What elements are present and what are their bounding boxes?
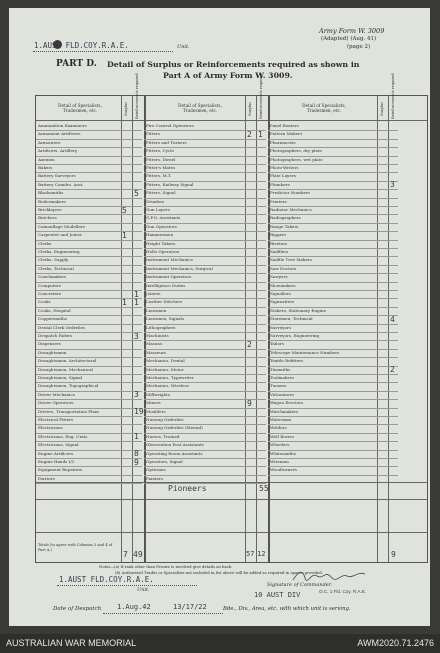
title-line-2: Part A of Army Form W. 3009. bbox=[163, 71, 293, 80]
table-row-label: Millwrights bbox=[146, 391, 170, 397]
table-row-label: Mechanics, Typewriter bbox=[146, 375, 194, 380]
table-row-label: Mechanics, Dental bbox=[146, 358, 185, 364]
table-row-label: Lithographers bbox=[146, 324, 176, 330]
table-row-label: Draughtsmen, Signal bbox=[38, 375, 82, 380]
table-cell-surplus: 5 bbox=[122, 205, 127, 215]
table-row-label: Battery Surveyors bbox=[38, 173, 76, 179]
row-rule bbox=[268, 475, 398, 476]
table-row-label: Wagon Erectors bbox=[270, 400, 304, 406]
table-row-label: Printers bbox=[270, 198, 287, 204]
table-row-label: Photo-Writers bbox=[270, 165, 299, 170]
table-cell-reinforcements: 4 bbox=[390, 314, 395, 324]
unit-underline bbox=[33, 51, 173, 52]
table-row-label: Linesmen, Signals bbox=[146, 316, 184, 322]
table-row-label: Drivers, Transportation Plant bbox=[38, 408, 100, 414]
table-row-label: Camouflage Modellers bbox=[38, 223, 85, 229]
total-reinf-3: 9 bbox=[391, 550, 396, 559]
archive-name: AUSTRALIAN WAR MEMORIAL bbox=[6, 638, 137, 648]
part-label: PART D. bbox=[56, 59, 97, 69]
table-row-label: Textile Refitters bbox=[270, 358, 304, 364]
table-row-label: Electricians, Eng. Units bbox=[38, 433, 88, 439]
table-row-label: Telescope Maintenance Numbers bbox=[270, 349, 340, 355]
header-specialists-1: Detail of Specialists, Tradesmen, etc. bbox=[58, 103, 102, 113]
table-row-label: Driver Mechanics bbox=[38, 391, 75, 397]
table-row-label: Axemen bbox=[38, 156, 55, 162]
table-cell-reinforcements: 1 bbox=[134, 289, 139, 299]
table-row-label: Tailors bbox=[270, 341, 284, 347]
table-row-label: Instrument Operators bbox=[146, 274, 192, 280]
table-cell-reinforcements: 1 bbox=[134, 432, 139, 442]
row-rule bbox=[36, 483, 142, 484]
table-cell-reinforcements: 8 bbox=[134, 449, 139, 459]
table-row-label: Clerks, Engineering bbox=[38, 249, 80, 254]
table-row-label: Coppersmiths bbox=[38, 316, 67, 322]
header-surplus-3: Surplus bbox=[380, 101, 384, 116]
form-sheet bbox=[9, 8, 430, 626]
table-row-label: Signallers bbox=[270, 291, 291, 296]
table-cell-reinforcements: 1 bbox=[134, 297, 139, 307]
commander-stamp: O.C. 1 Fld. Coy. R.A.E. bbox=[319, 589, 367, 594]
table-row-label: Wheelers bbox=[270, 442, 290, 448]
date-value: 1.Aug.42 bbox=[117, 603, 151, 611]
table-row-label: Leather Stitchers bbox=[146, 299, 183, 305]
table-row-label: Despatch Riders bbox=[38, 333, 73, 338]
table-row-label: Opticians bbox=[146, 467, 166, 473]
table-cell-surplus: 2 bbox=[247, 129, 252, 139]
table-row-label: Photographers, dry plate bbox=[270, 148, 322, 154]
table-row-label: Nurses, Trained bbox=[146, 433, 180, 439]
table-row-label: Fitters, M.T. bbox=[146, 173, 172, 179]
table-row-label: Masseurs bbox=[146, 349, 166, 355]
table-row-label: Bakers bbox=[38, 165, 53, 170]
table-row-label: Farriers bbox=[38, 475, 55, 481]
table-row-label: Electricians, Signal bbox=[38, 442, 79, 448]
table-row-label: Electricians bbox=[38, 425, 63, 431]
division-field: 10 AUST DIV bbox=[254, 591, 301, 599]
table-row-label: Moulders bbox=[146, 408, 166, 414]
table-row-label: Riveters bbox=[270, 240, 288, 246]
table-row-label: Blacksmiths bbox=[38, 190, 64, 196]
header-reinf-1: Reinforcements required bbox=[135, 73, 139, 119]
table-row-label: Fitters, Cycle bbox=[146, 148, 174, 154]
table-cell-surplus: 1 bbox=[122, 297, 127, 307]
note-a: Notes—(a) If rank other than Private is involved give details on back. bbox=[99, 564, 233, 569]
table-row-label: Fire Control Operators bbox=[146, 123, 194, 128]
table-row-label: Predictor Numbers bbox=[270, 190, 310, 196]
reference-value: 13/17/22 bbox=[173, 603, 207, 611]
table-row-label: Whitesmiths bbox=[270, 450, 296, 456]
table-row-label: Artificers, Artillery bbox=[38, 148, 78, 154]
table-cell-surplus: 1 bbox=[122, 230, 127, 240]
table-row-label: Dispensers bbox=[38, 341, 61, 347]
table-row-label: Saddlers bbox=[270, 249, 289, 254]
table-row-label: Sawyers bbox=[270, 274, 288, 280]
table-row-label: Instrument Mechanics, Surgical bbox=[146, 265, 213, 271]
pioneers-label: Pioneers bbox=[168, 484, 207, 493]
table-row-label: Tinsmiths bbox=[270, 366, 291, 372]
note-b: (b) Authorized Trades or Specialists not included in list above will be added as required in spaces provided. bbox=[115, 570, 323, 575]
form-title: Army Form W. 3009 bbox=[319, 27, 385, 35]
table-cell-surplus: 9 bbox=[247, 398, 252, 408]
header-reinf-3: Reinforcements required bbox=[391, 73, 395, 119]
table-row-label: Operating Room Assistants bbox=[146, 450, 203, 456]
table-row-label: Draughtsmen, Topographical bbox=[38, 383, 99, 389]
table-row-label: Armourers bbox=[38, 139, 61, 145]
table-row-label: Operators, Signal bbox=[146, 459, 183, 464]
table-row-label: Wiremen bbox=[270, 459, 289, 464]
table-row-label: Pattern Makers bbox=[270, 131, 303, 137]
table-cell-reinforcements: 9 bbox=[134, 457, 139, 467]
table-row-label: Plumbers bbox=[270, 181, 290, 187]
header-specialists-2: Detail of Specialists, Tradesmen, etc. bbox=[178, 103, 222, 113]
total-reinf-2: 12 bbox=[257, 550, 266, 558]
table-row-label: Saw Doctors bbox=[270, 265, 297, 271]
table-row-label: Fitter's Mates bbox=[146, 165, 176, 170]
table-row-label: Clerks, Technical bbox=[38, 265, 74, 271]
table-row-label: Fitters, Diesel bbox=[146, 156, 176, 162]
table-row-label: Height Takers bbox=[146, 240, 176, 246]
table-cell-reinforcements: 3 bbox=[390, 180, 395, 190]
table-row-label: Nursing Orderlies (Mental) bbox=[146, 425, 203, 431]
table-cell-surplus: 2 bbox=[247, 339, 252, 349]
bottom-unit-underline bbox=[57, 585, 197, 586]
title-line-1: Detail of Surplus or Reinforcements required as shown in bbox=[107, 60, 360, 69]
table-row-label: Gun Layers bbox=[146, 207, 170, 212]
table-row-label: Dental Clerk Orderlies bbox=[38, 324, 86, 330]
table-row-label: Driver Operators bbox=[38, 400, 74, 406]
table-row-label: Shoemakers bbox=[270, 282, 296, 288]
table-row-label: Hammermen bbox=[146, 232, 174, 238]
bottom-unit-field: 1.AUST FLD.COY.R.A.E. bbox=[59, 575, 154, 584]
table-row-label: Concreters bbox=[38, 291, 62, 296]
table-row-label: Turners bbox=[270, 383, 287, 389]
table-row-label: Signwriters bbox=[270, 299, 295, 305]
header-specialists-3: Detail of Specialists, Tradesmen, etc. bbox=[302, 103, 346, 113]
table-row-label: Joiners bbox=[146, 291, 161, 296]
table-row-label: Painters bbox=[146, 475, 164, 481]
total-surplus-2: 57 bbox=[246, 550, 255, 558]
table-row-label: Fitters, Railway Signal bbox=[146, 181, 194, 187]
bottom-unit-label: Unit. bbox=[137, 587, 150, 593]
date-underline bbox=[103, 613, 223, 614]
table-row-label: Riggers bbox=[270, 232, 287, 238]
table-row-label: Draughtsmen, Architectural bbox=[38, 358, 97, 364]
table-row-label: Linesmen bbox=[146, 307, 167, 313]
header-surplus-2: Surplus bbox=[248, 101, 252, 116]
table-row-label: Engine Artificers bbox=[38, 450, 74, 456]
table-cell-reinforcements: 3 bbox=[134, 390, 139, 400]
table-row-label: Saddle Tree Makers bbox=[270, 257, 312, 263]
table-row-label: Fitters bbox=[146, 131, 160, 137]
table-cell-reinforcements: 19 bbox=[134, 407, 144, 417]
table-row-label: Butchers bbox=[38, 215, 57, 221]
archive-footer bbox=[0, 634, 440, 653]
table-row-label: Hollo Operators bbox=[146, 249, 180, 254]
table-row-label: Gun Operators bbox=[146, 223, 177, 229]
form-adapted: (Adapted) (Aug. 41) bbox=[321, 36, 377, 42]
totals-label: Totals (to agree with Columns 3 and 4 of Part A.) bbox=[38, 543, 113, 552]
table-row-label: Nursing Orderlies bbox=[146, 417, 184, 422]
table-row-label: Radiographers bbox=[270, 215, 301, 221]
table-row-label: Cooks, Hospital bbox=[38, 307, 71, 313]
table-row-label: Photographers, wet plate bbox=[270, 156, 323, 162]
table-row-label: Coachmakers bbox=[38, 274, 67, 280]
table-row-label: Equipment Repairers bbox=[38, 467, 83, 473]
table-row-label: Surveyors bbox=[270, 324, 291, 330]
signature-label: Signature of Commander. bbox=[267, 582, 333, 588]
table-row-label: Cooks bbox=[38, 299, 51, 305]
table-row-label: Surveyors, Engineering bbox=[270, 333, 320, 338]
table-row-label: Battery Comdrs. Asst. bbox=[38, 181, 84, 187]
table-row-label: Plate Layers bbox=[270, 173, 296, 179]
table-row-label: Fitters, Signal bbox=[146, 190, 176, 196]
date-label: Date of Despatch bbox=[53, 606, 102, 612]
table-row-label: Pharmacists bbox=[270, 139, 296, 145]
table-row-label: Machinists bbox=[146, 333, 169, 338]
table-row-label: Miners bbox=[146, 400, 161, 406]
total-reinf-1: 49 bbox=[133, 550, 143, 559]
table-row-label: Toolmakers bbox=[270, 375, 294, 380]
table-cell-reinforcements: 1 bbox=[258, 129, 263, 139]
table-row-label: Woodturners bbox=[270, 467, 297, 473]
table-row-label: Computers bbox=[38, 282, 61, 288]
table-row-label: Engine Hands I/C bbox=[38, 459, 75, 464]
table-row-label: Storemen, Technical bbox=[270, 316, 313, 322]
table-row-label: Welders bbox=[270, 425, 287, 431]
table-cell-reinforcements: 3 bbox=[134, 331, 139, 341]
table-row-label: Mechanics, Wireless bbox=[146, 383, 189, 389]
table-row-label: Observation Post Assistants bbox=[146, 442, 204, 448]
form-page: (page 2) bbox=[347, 44, 371, 50]
unit-field: 1.AUST FLD.COY.R.A.E. bbox=[34, 41, 129, 50]
table-row-label: Bricklayers bbox=[38, 207, 62, 212]
table-row-label: Grinders bbox=[146, 198, 165, 204]
table-row-label: Vulcanisers bbox=[270, 391, 294, 397]
table-row-label: Carpenter and Joiner bbox=[38, 232, 82, 238]
table-row-label: Mechanics, Motor bbox=[146, 366, 184, 372]
table-row-label: Fitters and Turners bbox=[146, 139, 187, 145]
table-row-label: Masons bbox=[146, 341, 162, 347]
pioneers-reinf: 55 bbox=[259, 484, 269, 493]
table-row-label: Instrument Mechanics bbox=[146, 257, 193, 263]
table-row-label: Electrical Fitters bbox=[38, 417, 74, 422]
table-row-label: Ammunition Examiners bbox=[38, 123, 87, 128]
table-cell-reinforcements: 5 bbox=[134, 188, 139, 198]
header-surplus-1: Surplus bbox=[124, 101, 128, 116]
table-row-label: Draughtsmen, Mechanical bbox=[38, 366, 93, 372]
table-row-label: Well Borers bbox=[270, 433, 295, 439]
table-row-label: Radiator Mechanics bbox=[270, 207, 312, 212]
header-reinf-2: Reinforcements required bbox=[259, 73, 263, 119]
table-row-label: Clerks, Supply bbox=[38, 257, 69, 263]
table-row-label: Clerks bbox=[38, 240, 52, 246]
table-row-label: Watchmakers bbox=[270, 408, 299, 414]
archive-reference: AWM2020.71.2476 bbox=[357, 638, 434, 648]
table-row-label: Boilermakers bbox=[38, 198, 66, 204]
table-row-label: Waterman bbox=[270, 417, 292, 422]
total-surplus-1: 7 bbox=[123, 550, 128, 559]
unit-label: Unit. bbox=[177, 44, 190, 50]
table-row-label: Draughtsmen bbox=[38, 349, 67, 355]
bde-label: Bde., Div., Area, etc. with which unit is serving. bbox=[223, 606, 351, 612]
table-row-label: Stokers, Stationary Engine bbox=[270, 307, 327, 313]
table-row-label: Panel Beaters bbox=[270, 123, 299, 128]
table-row-label: G.P.O. Assistants bbox=[146, 215, 181, 221]
table-row-label: Range Takers bbox=[270, 223, 299, 229]
table-row-label: Intelligence Duties bbox=[146, 282, 186, 288]
table-cell-reinforcements: 2 bbox=[390, 365, 395, 375]
table-row-label: Armament Artificers bbox=[38, 131, 81, 137]
